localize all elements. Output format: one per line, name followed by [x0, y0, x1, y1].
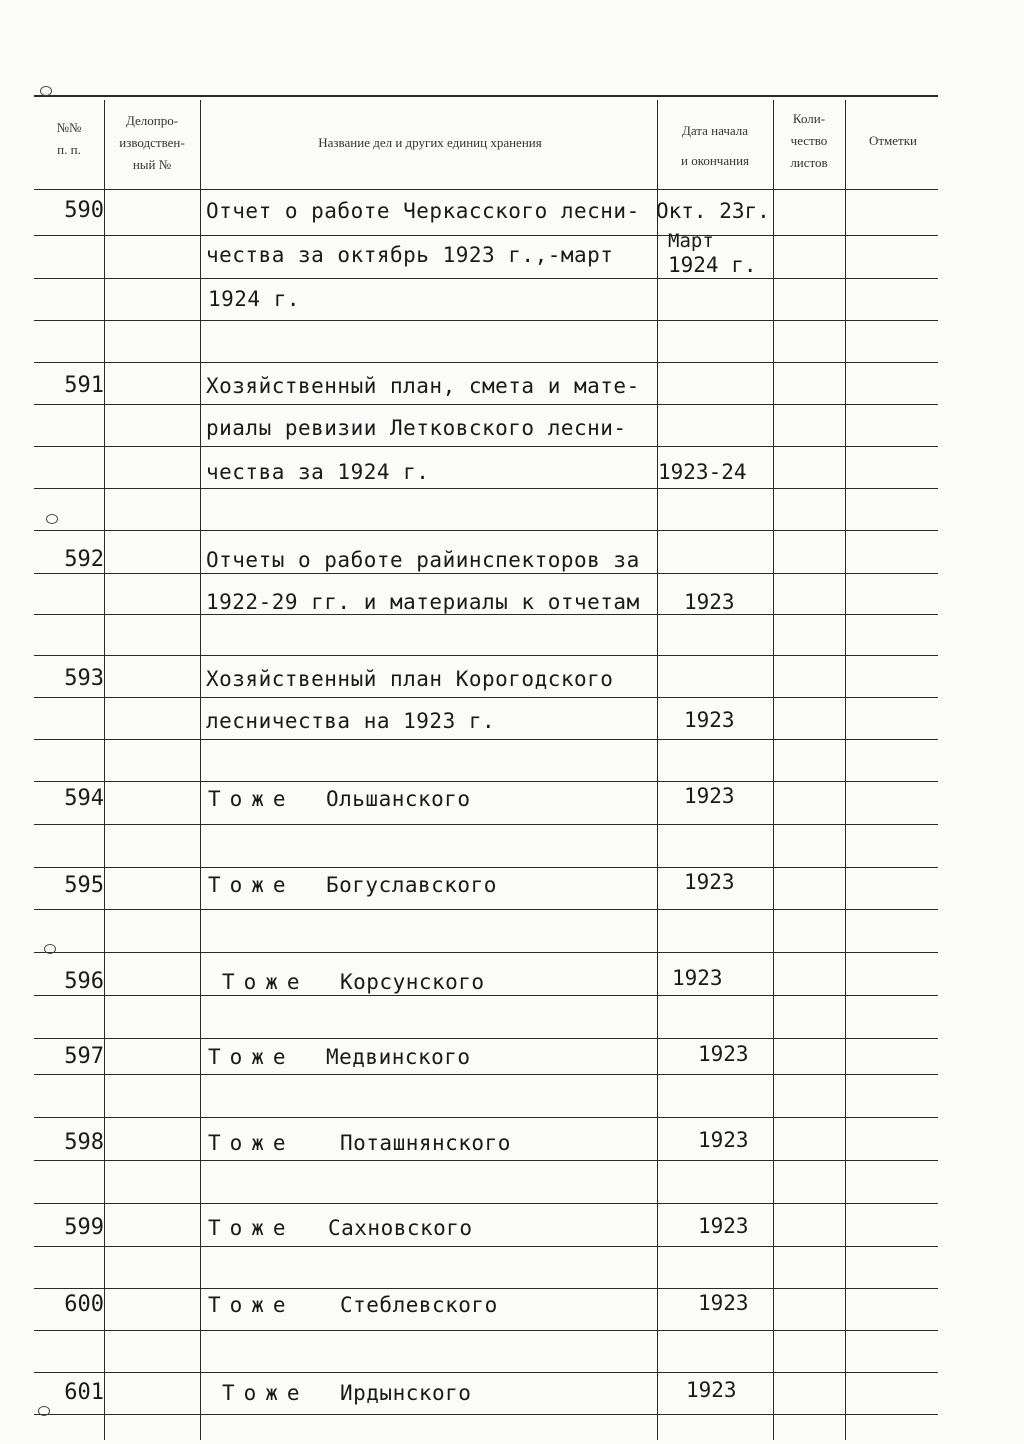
row-rule	[34, 1074, 938, 1075]
header-col-num	[38, 117, 100, 161]
header-col-num-line2: п. п.	[57, 142, 81, 157]
row-rule	[34, 278, 938, 279]
header-col-count-line2: чество	[790, 133, 828, 148]
row-rule	[34, 952, 938, 953]
record-number: 597	[64, 1044, 104, 1069]
record-title-line: Ольшанского	[326, 787, 471, 811]
row-rule	[34, 867, 938, 868]
record-title-line: Ирдынского	[340, 1381, 472, 1405]
record-title-line: чества за октябрь 1923 г.,-март	[206, 243, 614, 267]
record-date: 1923	[686, 1378, 737, 1402]
binder-ring-mark	[40, 86, 52, 96]
row-rule	[34, 1038, 938, 1039]
header-col-notes-text: Отметки	[868, 133, 918, 148]
record-number: 599	[64, 1215, 104, 1240]
record-date: 1923	[698, 1042, 749, 1066]
row-rule	[34, 781, 938, 782]
record-date: Окт. 23г.	[656, 199, 770, 223]
header-col-count-line3: листов	[790, 155, 828, 170]
record-number: 590	[64, 198, 104, 223]
row-rule	[34, 1203, 938, 1204]
record-title-line: Отчеты о работе райинспекторов за	[206, 548, 640, 572]
record-title-line: риалы ревизии Летковского лесни-	[206, 416, 627, 440]
row-rule	[34, 739, 938, 740]
record-number: 594	[64, 786, 104, 811]
record-date: 1923	[684, 590, 735, 614]
row-rule	[34, 1246, 938, 1247]
header-col-date	[659, 116, 771, 176]
binder-ring-mark	[46, 514, 58, 524]
row-rule	[34, 1330, 938, 1331]
header-col-delo	[106, 110, 198, 176]
record-date: 1923	[684, 870, 735, 894]
col-divider-5	[845, 100, 846, 1440]
header-bottom-rule	[34, 189, 938, 190]
record-title-line: Тоже	[208, 1045, 295, 1069]
record-title-line: Тоже	[222, 970, 309, 994]
binder-ring-mark	[38, 1406, 50, 1416]
row-rule	[34, 1160, 938, 1161]
record-date: 1923	[672, 966, 723, 990]
row-rule	[34, 488, 938, 489]
row-rule	[34, 995, 938, 996]
record-date: 1923	[684, 784, 735, 808]
record-title-line: Отчет о работе Черкасского лесни-	[206, 199, 640, 223]
header-col-title-text: Название дел и других единиц хранения	[318, 135, 542, 150]
header-col-title	[205, 132, 655, 154]
row-rule	[34, 909, 938, 910]
table-top-rule	[34, 95, 938, 97]
col-divider-3	[657, 100, 658, 1440]
record-date: 1923	[698, 1128, 749, 1152]
row-rule	[34, 824, 938, 825]
record-date: 1923	[684, 708, 735, 732]
row-rule	[34, 1288, 938, 1289]
row-rule	[34, 530, 938, 531]
record-number: 600	[64, 1292, 104, 1317]
row-rule	[34, 446, 938, 447]
col-divider-1	[104, 100, 105, 1440]
row-rule	[34, 235, 938, 236]
col-divider-2	[200, 100, 201, 1440]
record-number: 591	[64, 373, 104, 398]
record-title-line: Тоже	[208, 1131, 295, 1155]
record-number: 595	[64, 873, 104, 898]
record-title-line: Корсунского	[340, 970, 485, 994]
row-rule	[34, 1372, 938, 1373]
record-title-line: Тоже	[208, 1216, 295, 1240]
record-number: 598	[64, 1130, 104, 1155]
record-date: 1923-24	[658, 460, 747, 484]
record-title-line: лесничества на 1923 г.	[206, 709, 496, 733]
header-col-count-line1: Коли-	[792, 111, 826, 126]
header-col-date-line1: Дата начала	[681, 123, 749, 138]
record-title-line: Тоже	[208, 1293, 295, 1317]
record-title-line: Медвинского	[326, 1045, 471, 1069]
record-number: 592	[64, 547, 104, 572]
row-rule	[34, 573, 938, 574]
record-date: 1924 г.	[668, 253, 757, 277]
record-title-line: 1922-29 гг. и материалы к отчетам	[206, 590, 640, 614]
record-title-line: Хозяйственный план, смета и мате-	[206, 374, 640, 398]
record-title-line: Поташнянского	[340, 1131, 511, 1155]
row-rule	[34, 655, 938, 656]
record-title-line: чества за 1924 г.	[206, 460, 430, 484]
row-rule	[34, 1117, 938, 1118]
record-title-line: Стеблевского	[340, 1293, 498, 1317]
row-rule	[34, 404, 938, 405]
header-col-count	[775, 108, 843, 174]
binder-ring-mark	[44, 944, 56, 954]
row-rule	[34, 362, 938, 363]
header-col-date-line2: и окончания	[680, 153, 750, 168]
header-col-num-line1: №№	[56, 120, 82, 135]
header-col-delo-line1: Делопро-	[125, 113, 179, 128]
header-col-notes	[850, 130, 936, 152]
header-col-delo-line2: изводствен-	[119, 135, 185, 150]
record-date: 1923	[698, 1214, 749, 1238]
record-title-line: Тоже	[222, 1381, 309, 1405]
row-rule	[34, 614, 938, 615]
record-date: Март	[668, 230, 714, 252]
record-date: 1923	[698, 1291, 749, 1315]
record-number: 601	[64, 1380, 104, 1405]
record-title-line: Тоже	[208, 787, 295, 811]
record-title-line: Сахновского	[328, 1216, 473, 1240]
row-rule	[34, 320, 938, 321]
col-divider-4	[773, 100, 774, 1440]
row-rule	[34, 1414, 938, 1415]
record-title-line: Тоже	[208, 873, 295, 897]
row-rule	[34, 697, 938, 698]
record-number: 596	[64, 969, 104, 994]
record-number: 593	[64, 666, 104, 691]
record-title-line: Хозяйственный план Корогодского	[206, 667, 614, 691]
record-title-line: Богуславского	[326, 873, 497, 897]
record-title-line: 1924 г.	[208, 287, 301, 311]
header-col-delo-line3: ный №	[132, 157, 172, 172]
